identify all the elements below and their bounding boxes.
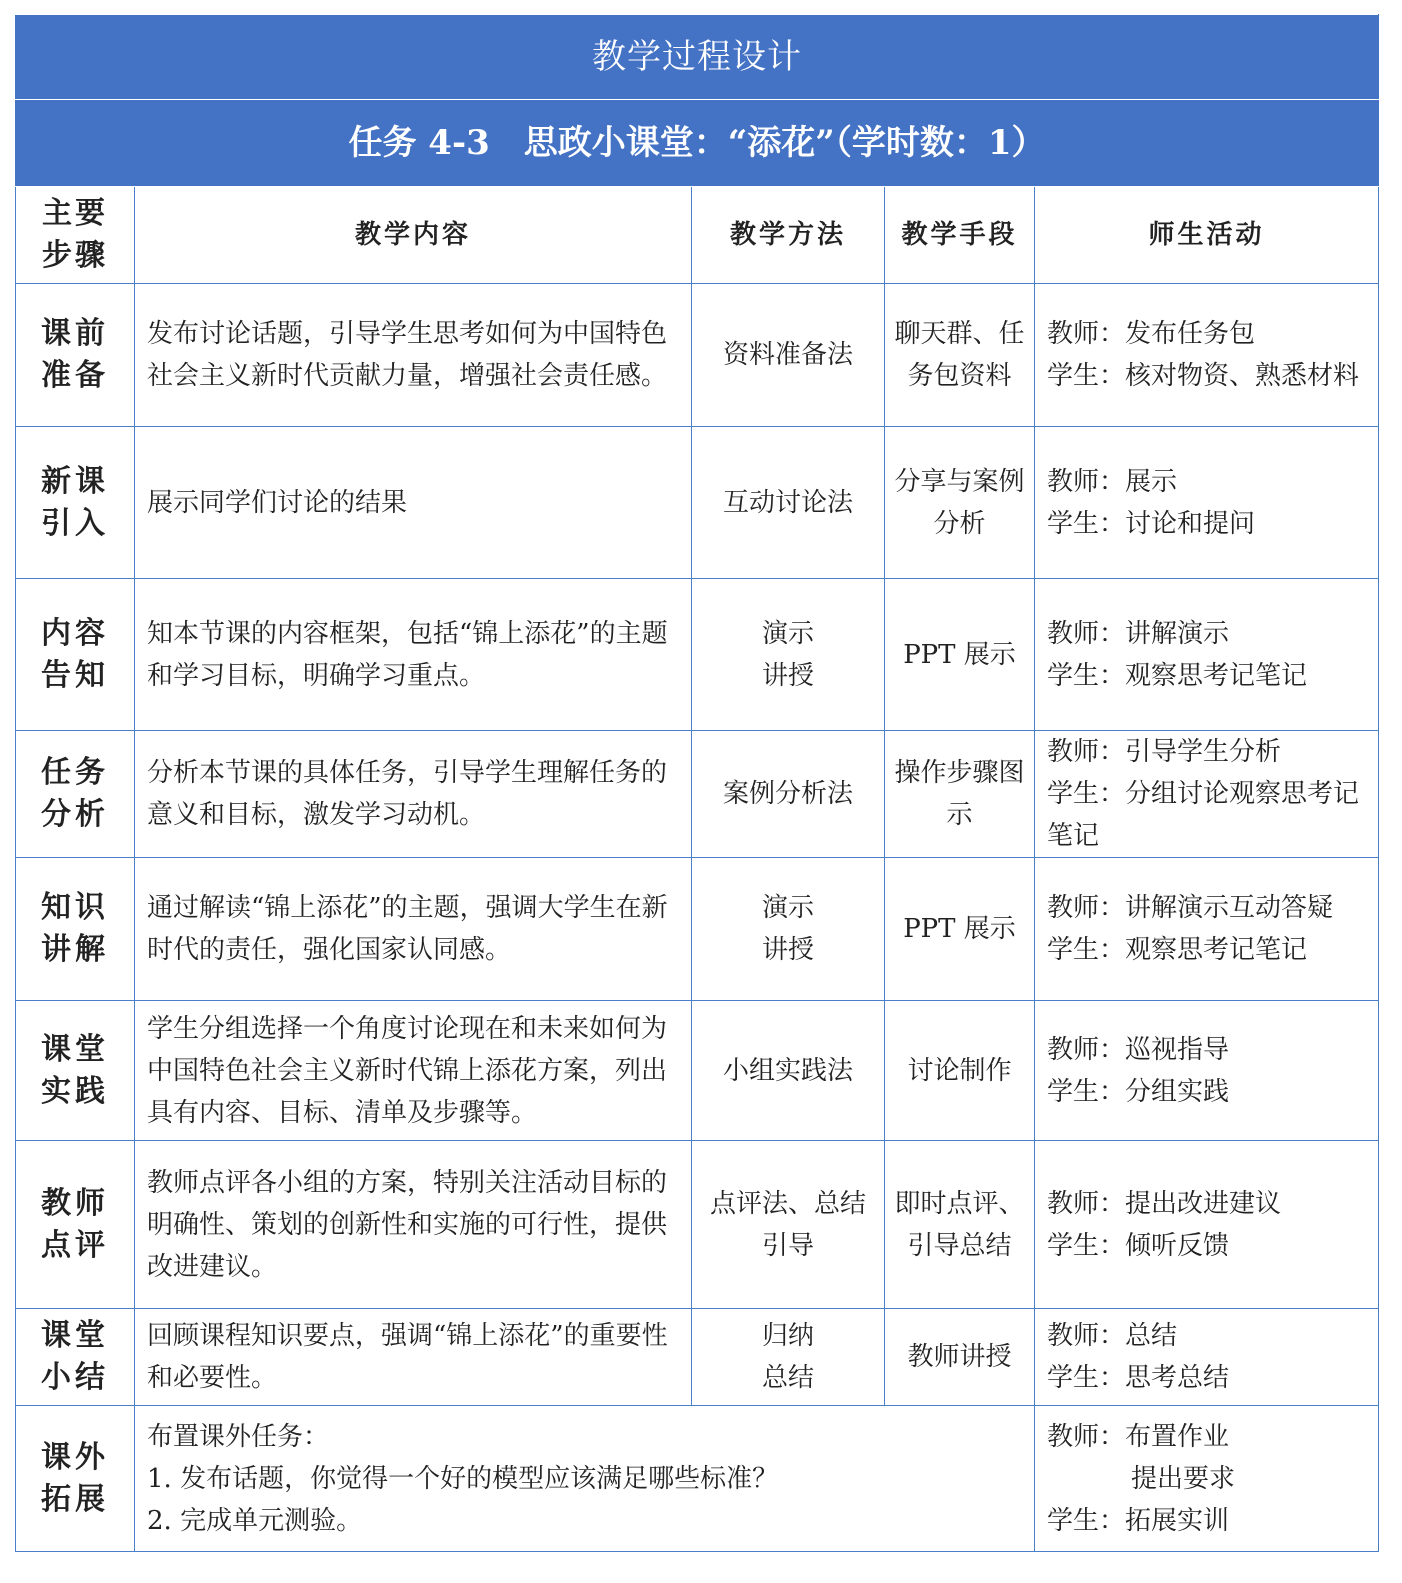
content-cell: 学生分组选择一个角度讨论现在和未来如何为中国特色社会主义新时代锦上添花方案，列出具有内容、目标、清单及步骤等。 <box>135 1001 692 1141</box>
means-cell: 聊天群、任务包资料 <box>885 284 1035 427</box>
header-row <box>16 187 1379 284</box>
means-cell: 分享与案例分析 <box>885 427 1035 579</box>
step-cell: 课前 准备 <box>16 284 135 427</box>
means-cell: PPT 展示 <box>885 858 1035 1001</box>
header-means: 教学手段 <box>885 187 1035 284</box>
content-cell: 知本节课的内容框架，包括“锦上添花”的主题和学习目标，明确学习重点。 <box>135 579 692 731</box>
table-title: 教学过程设计 <box>16 15 1379 100</box>
content-cell: 回顾课程知识要点，强调“锦上添花”的重要性和必要性。 <box>135 1309 692 1406</box>
activity-cell: 教师：展示 学生：讨论和提问 <box>1035 427 1379 579</box>
step-cell: 教师 点评 <box>16 1141 135 1309</box>
means-cell: 即时点评、引导总结 <box>885 1141 1035 1309</box>
method-cell: 资料准备法 <box>692 284 885 427</box>
method-cell: 案例分析法 <box>692 731 885 858</box>
activity-cell: 教师：布置作业 提出要求 学生：拓展实训 <box>1035 1406 1379 1552</box>
table-row <box>16 1141 1379 1309</box>
table-row <box>16 1309 1379 1406</box>
content-cell: 教师点评各小组的方案，特别关注活动目标的明确性、策划的创新性和实施的可行性，提供改进建议。 <box>135 1141 692 1309</box>
table-row <box>16 1001 1379 1141</box>
method-cell: 点评法、总结引导 <box>692 1141 885 1309</box>
step-cell: 课外 拓展 <box>16 1406 135 1552</box>
step-cell: 课堂 小结 <box>16 1309 135 1406</box>
teaching-process-table <box>15 14 1379 1552</box>
activity-cell: 教师：巡视指导 学生：分组实践 <box>1035 1001 1379 1141</box>
header-activity: 师生活动 <box>1035 187 1379 284</box>
extension-row <box>16 1406 1379 1552</box>
header-content: 教学内容 <box>135 187 692 284</box>
step-cell: 任务 分析 <box>16 731 135 858</box>
step-cell: 知识 讲解 <box>16 858 135 1001</box>
step-cell: 新课 引入 <box>16 427 135 579</box>
method-cell: 归纳 总结 <box>692 1309 885 1406</box>
table-row <box>16 579 1379 731</box>
content-cell: 展示同学们讨论的结果 <box>135 427 692 579</box>
method-cell: 演示 讲授 <box>692 858 885 1001</box>
activity-cell: 教师：讲解演示互动答疑 学生：观察思考记笔记 <box>1035 858 1379 1001</box>
activity-cell: 教师：提出改进建议 学生：倾听反馈 <box>1035 1141 1379 1309</box>
table-row <box>16 858 1379 1001</box>
method-cell: 小组实践法 <box>692 1001 885 1141</box>
header-method: 教学方法 <box>692 187 885 284</box>
method-cell: 演示 讲授 <box>692 579 885 731</box>
method-cell: 互动讨论法 <box>692 427 885 579</box>
table-row <box>16 427 1379 579</box>
activity-cell: 教师：发布任务包 学生：核对物资、熟悉材料 <box>1035 284 1379 427</box>
table-row <box>16 284 1379 427</box>
activity-cell: 教师：引导学生分析 学生：分组讨论观察思考记笔记 <box>1035 731 1379 858</box>
step-cell: 课堂 实践 <box>16 1001 135 1141</box>
content-cell: 发布讨论话题，引导学生思考如何为中国特色社会主义新时代贡献力量，增强社会责任感。 <box>135 284 692 427</box>
activity-cell: 教师：总结 学生：思考总结 <box>1035 1309 1379 1406</box>
means-cell: 讨论制作 <box>885 1001 1035 1141</box>
table-row <box>16 731 1379 858</box>
extension-content-cell: 布置课外任务： 1. 发布话题，你觉得一个好的模型应该满足哪些标准？ 2. 完成单元测验。 <box>135 1406 1035 1552</box>
step-cell: 内容 告知 <box>16 579 135 731</box>
content-cell: 通过解读“锦上添花”的主题，强调大学生在新时代的责任，强化国家认同感。 <box>135 858 692 1001</box>
header-step: 主要 步骤 <box>16 187 135 284</box>
means-cell: 教师讲授 <box>885 1309 1035 1406</box>
content-cell: 分析本节课的具体任务，引导学生理解任务的意义和目标，激发学习动机。 <box>135 731 692 858</box>
means-cell: PPT 展示 <box>885 579 1035 731</box>
task-title: 任务 4-3 思政小课堂：“添花”（学时数：1） <box>16 100 1379 187</box>
means-cell: 操作步骤图示 <box>885 731 1035 858</box>
activity-cell: 教师：讲解演示 学生：观察思考记笔记 <box>1035 579 1379 731</box>
